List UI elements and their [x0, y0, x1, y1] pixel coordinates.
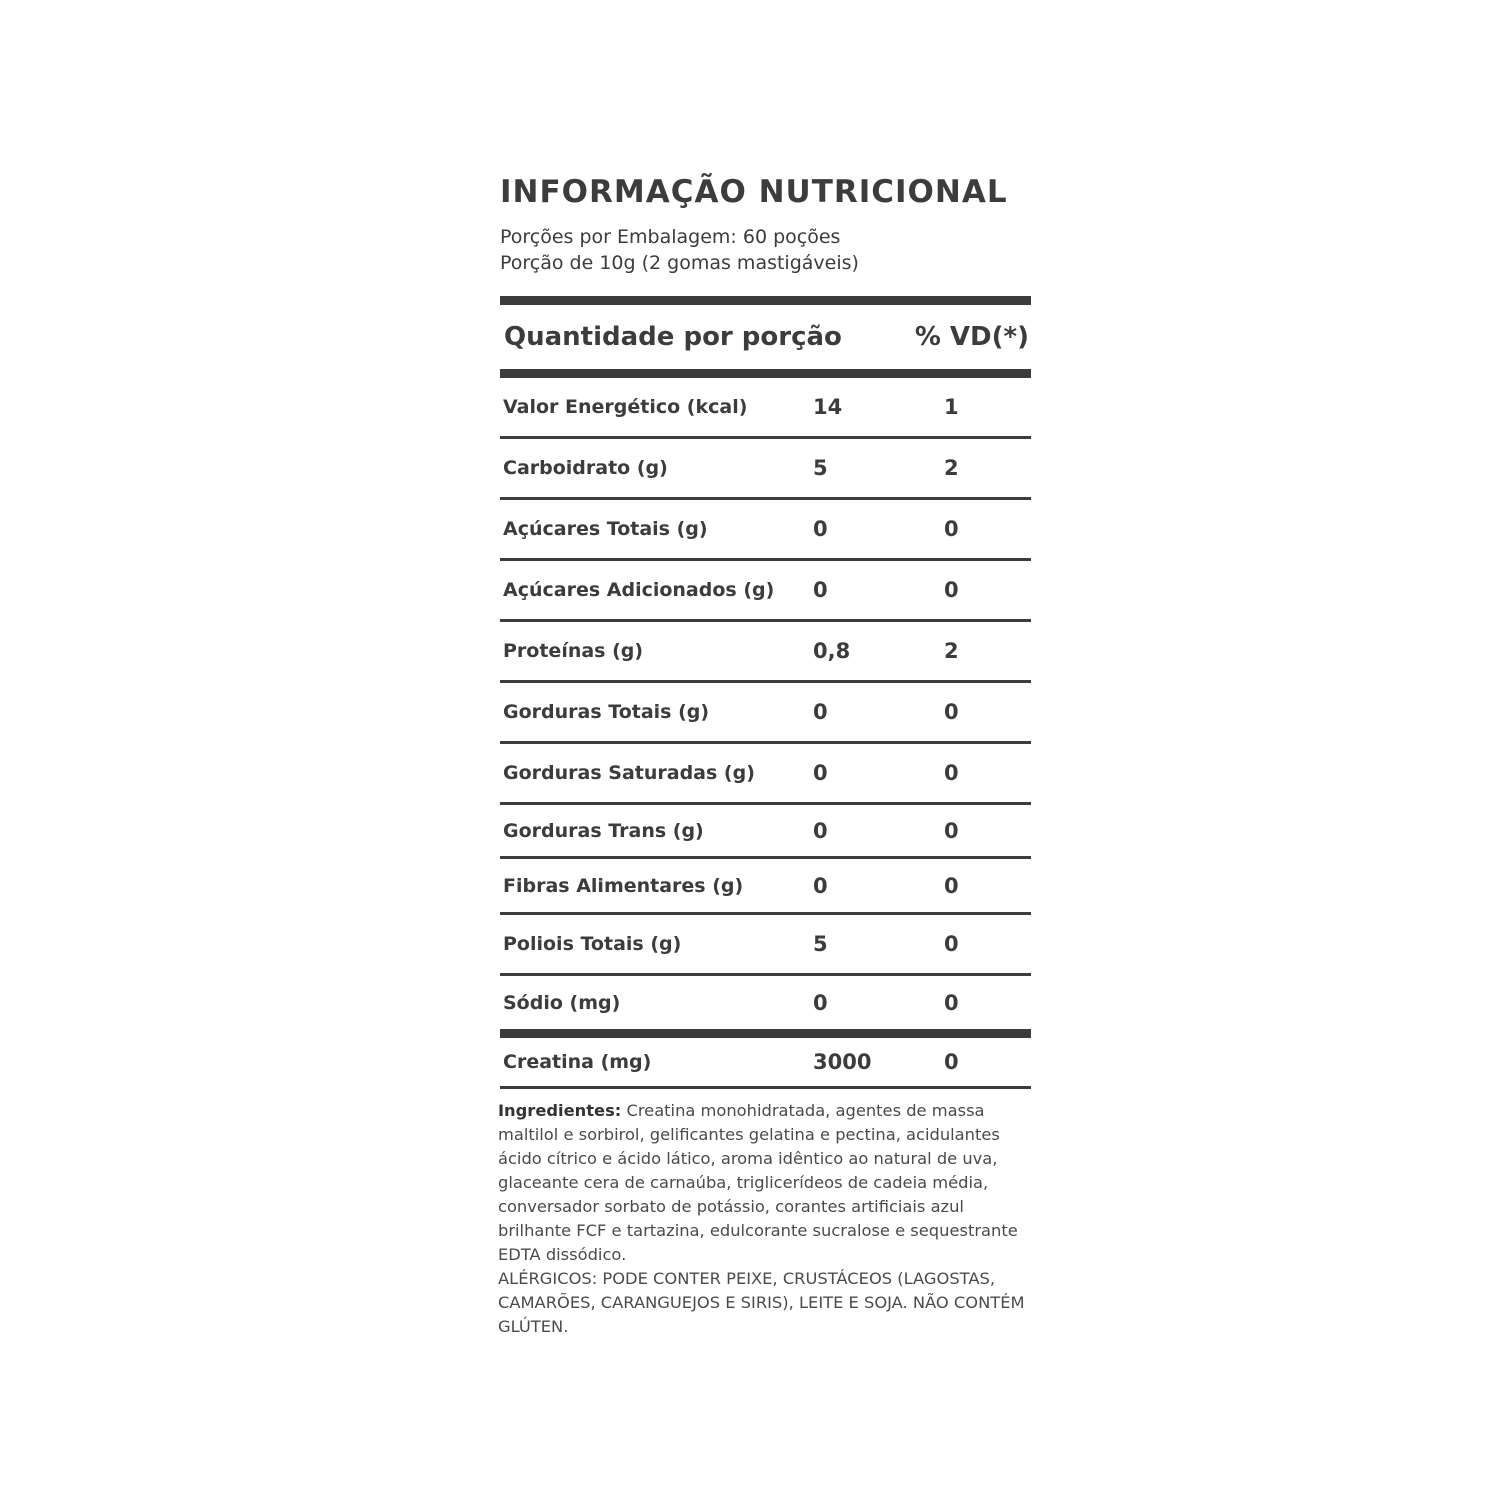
nutrient-name: Valor Energético (kcal) [503, 396, 748, 418]
table-header [500, 305, 1031, 369]
nutrient-name: Gorduras Trans (g) [503, 819, 704, 842]
nutrient-name: Carboidrato (g) [503, 457, 668, 479]
nutrient-name: Creatina (mg) [503, 1051, 652, 1073]
nutrient-name: Gorduras Totais (g) [503, 701, 710, 723]
label-title: INFORMAÇÃO NUTRICIONAL [500, 174, 1008, 210]
table-row [500, 805, 1031, 859]
table-row [500, 915, 1031, 976]
nutrient-name: Açúcares Adicionados (g) [503, 579, 775, 601]
table-row [500, 500, 1031, 561]
nutrient-amount: 5 [813, 456, 828, 480]
ingredients-text: Creatina monohidratada, agentes de massa maltilol e sorbirol, gelificantes gelatina e pectina, acidulantes ácido cítrico e ácido lático, aroma idêntico ao natural de uva, glaceante cera de carnaúba, triglicerídeos de cadeia média, conversador sorbato de potássio, corantes artificiais azul brilhante FCF e tartazina, edulcorante sucralose e sequestrante EDTA dissódico. [498, 1101, 1018, 1264]
nutrient-vd: 0 [944, 873, 959, 898]
allergens-text: ALÉRGICOS: PODE CONTER PEIXE, CRUSTÁCEOS (LAGOSTAS, CAMARÕES, CARANGUEJOS E SIRIS), LEITE E SOJA. NÃO CONTÉM GLÚTEN. [498, 1269, 1025, 1336]
nutrient-vd: 0 [944, 700, 959, 724]
nutrient-name: Proteínas (g) [503, 640, 644, 662]
nutrient-amount: 0 [813, 761, 828, 785]
nutrient-table [500, 378, 1031, 1029]
nutrient-vd: 0 [944, 818, 959, 843]
servings-per-package: Porções por Embalagem: 60 poções [500, 226, 841, 248]
nutrient-vd: 0 [944, 990, 959, 1015]
nutrient-vd: 1 [944, 395, 959, 419]
nutrient-amount: 0,8 [813, 639, 851, 663]
serving-size: Porção de 10g (2 gomas mastigáveis) [500, 252, 859, 274]
nutrient-name: Sódio (mg) [503, 991, 621, 1014]
table-row [500, 561, 1031, 622]
table-row-creatine [500, 1038, 1031, 1089]
nutrient-name: Gorduras Saturadas (g) [503, 762, 755, 784]
table-row [500, 622, 1031, 683]
nutrient-vd: 2 [944, 639, 959, 663]
nutrient-name: Açúcares Totais (g) [503, 518, 708, 540]
table-row [500, 859, 1031, 915]
nutrient-vd: 0 [944, 517, 959, 541]
nutrient-vd: 0 [944, 932, 959, 956]
nutrient-amount: 0 [813, 990, 828, 1015]
header-quantity: Quantidade por porção [504, 322, 842, 352]
nutrient-vd: 0 [944, 578, 959, 602]
nutrient-vd: 2 [944, 456, 959, 480]
header-thick-divider [500, 369, 1031, 378]
top-thick-divider [500, 296, 1031, 305]
nutrient-vd: 0 [944, 1050, 959, 1074]
nutrient-amount: 0 [813, 873, 828, 898]
nutrient-amount: 0 [813, 517, 828, 541]
creatine-thick-divider [500, 1029, 1031, 1038]
table-row [500, 378, 1031, 439]
nutrient-name: Fibras Alimentares (g) [503, 874, 744, 897]
table-row [500, 683, 1031, 744]
ingredients-label: Ingredientes: [498, 1101, 622, 1120]
nutrient-amount: 5 [813, 932, 828, 956]
ingredients-block [498, 1099, 1038, 1339]
nutrient-amount: 0 [813, 700, 828, 724]
nutrient-amount: 3000 [813, 1050, 872, 1074]
nutrient-name: Poliois Totais (g) [503, 933, 682, 955]
nutrient-vd: 0 [944, 761, 959, 785]
nutrient-amount: 0 [813, 818, 828, 843]
table-row [500, 976, 1031, 1029]
nutrient-amount: 14 [813, 395, 843, 419]
header-vd: % VD(*) [914, 322, 1029, 352]
table-row [500, 744, 1031, 805]
table-row [500, 439, 1031, 500]
nutrition-label [500, 170, 1031, 1339]
nutrient-amount: 0 [813, 578, 828, 602]
